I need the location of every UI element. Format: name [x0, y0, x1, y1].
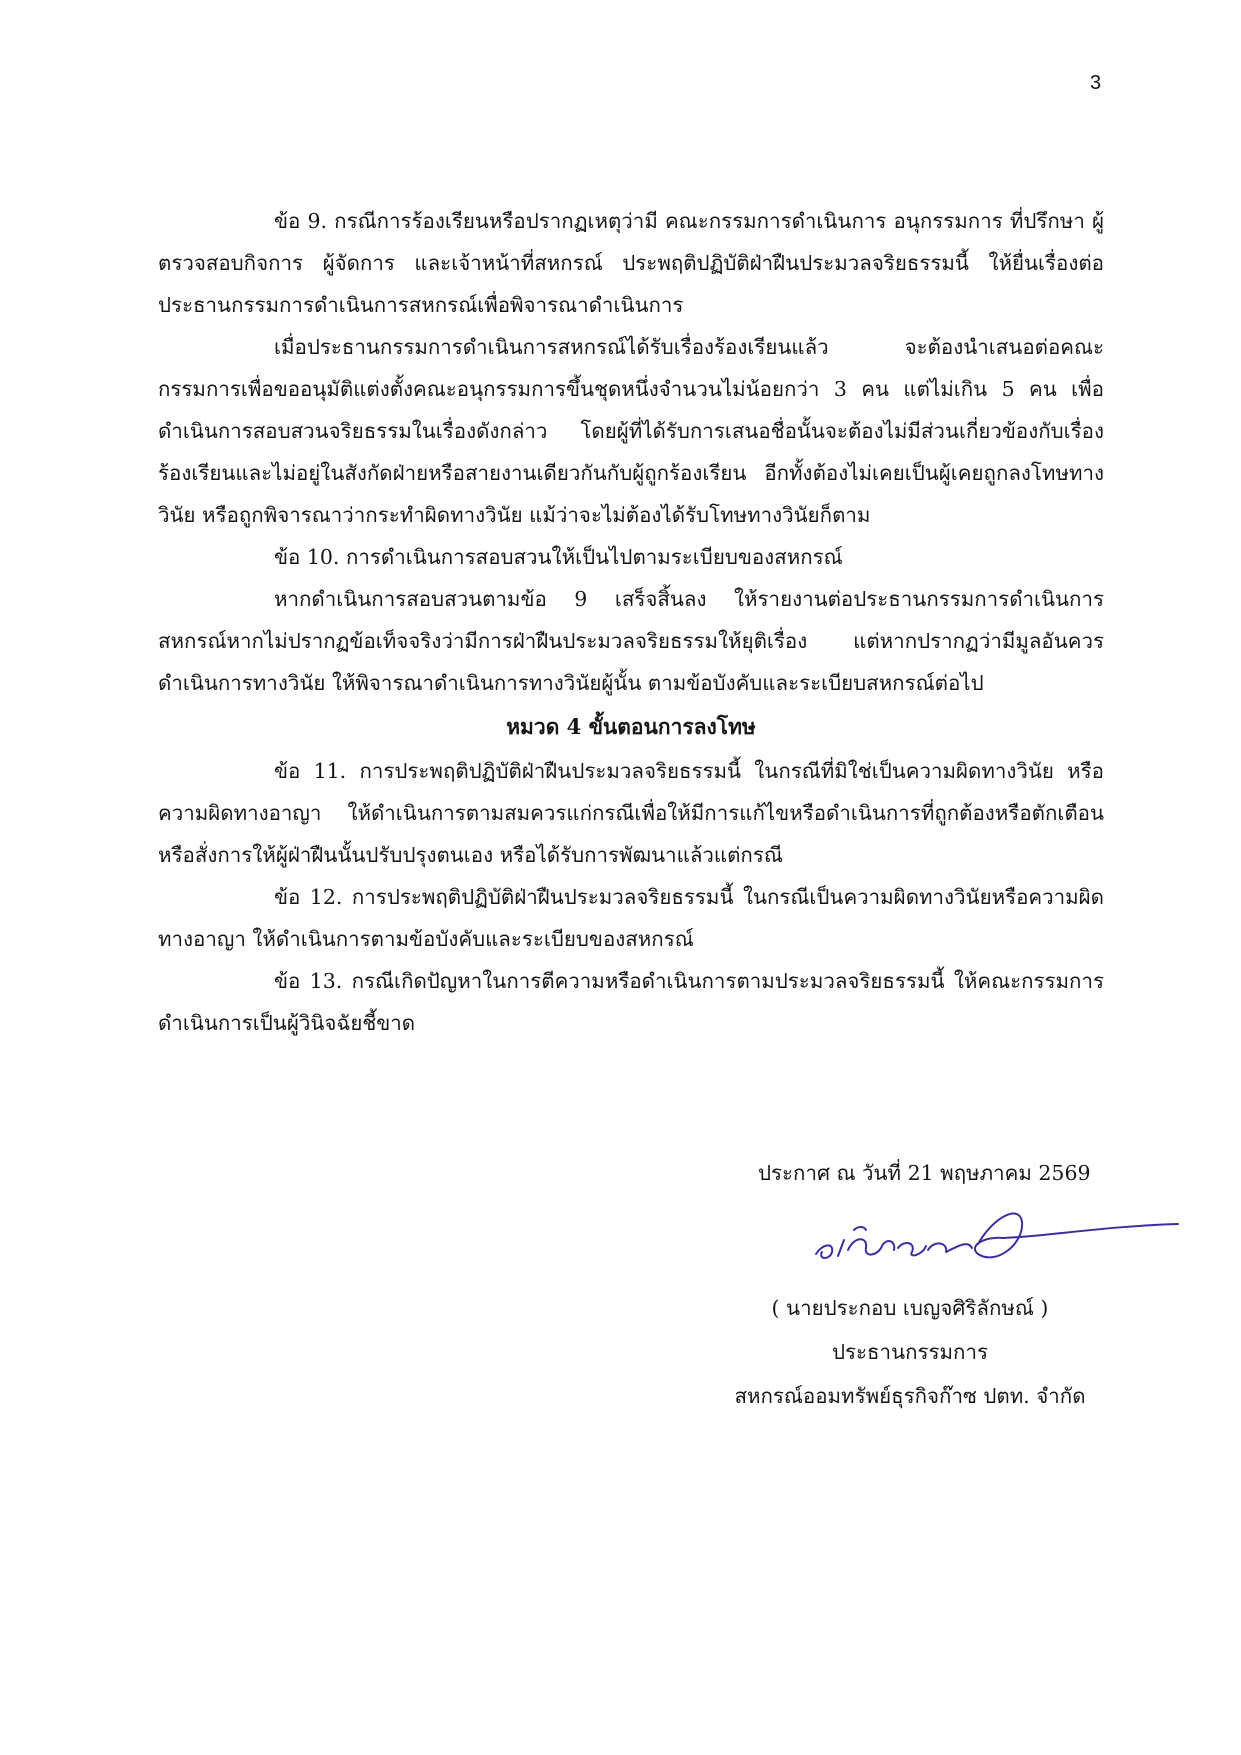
clause-9-paragraph: ข้อ 9. กรณีการร้องเรียนหรือปรากฏเหตุว่ามี คณะกรรมการดำเนินการ อนุกรรมการ ที่ปรึกษา ผู้ตรวจสอบกิจการ ผู้จัดการ และเจ้าหน้าที่สหกรณ์ ประพฤติปฏิบัติฝ่าฝืนประมวลจริยธรรมนี้ ให้ยื่นเรื่องต่อประธานกรรมการดำเนินการสหกรณ์เพื่อพิจารณาดำเนินการ [158, 209, 1104, 317]
signer-organization: สหกรณ์ออมทรัพย์ธุรกิจก๊าซ ปตท. จำกัด [734, 1384, 1086, 1408]
page-number: 3 [1090, 72, 1102, 94]
clause-11-paragraph: ข้อ 11. การประพฤติปฏิบัติฝ่าฝืนประมวลจริยธรรมนี้ ในกรณีที่มิใช่เป็นความผิดทางวินัย หรือความผิดทางอาญา ให้ดำเนินการตามสมควรแก่กรณีเพื่อให้มีการแก้ไขหรือดำเนินการที่ถูกต้องหรือตักเตือนหรือสั่งการให้ผู้ฝ่าฝืนนั้นปรับปรุงตนเอง หรือได้รับการพัฒนาแล้วแต่กรณี [158, 759, 1104, 867]
clause-10-result-paragraph: หากดำเนินการสอบสวนตามข้อ 9 เสร็จสิ้นลง ให้รายงานต่อประธานกรรมการดำเนินการสหกรณ์หากไม่ปรากฏข้อเท็จจริงว่ามีการฝ่าฝืนประมวลจริยธรรมให้ยุติเรื่อง แต่หากปรากฏว่ามีมูลอันควรดำเนินการทางวินัย ให้พิจารณาดำเนินการทางวินัยผู้นั้น ตามข้อบังคับและระเบียบสหกรณ์ต่อไป [158, 587, 1104, 695]
clause-10-paragraph: ข้อ 10. การดำเนินการสอบสวนให้เป็นไปตามระเบียบของสหกรณ์ [274, 545, 843, 569]
signer-name: ( นายประกอบ เบญจศิริลักษณ์ ) [771, 1296, 1049, 1320]
document-body [158, 200, 1104, 1044]
clause-13-paragraph: ข้อ 13. กรณีเกิดปัญหาในการตีความหรือดำเนินการตามประมวลจริยธรรมนี้ ให้คณะกรรมการดำเนินการเป็นผู้วินิจฉัยชี้ขาด [158, 969, 1104, 1035]
clause-12-paragraph: ข้อ 12. การประพฤติปฏิบัติฝ่าฝืนประมวลจริยธรรมนี้ ในกรณีเป็นความผิดทางวินัยหรือความผิดทางอาญา ให้ดำเนินการตามข้อบังคับและระเบียบของสหกรณ์ [158, 885, 1104, 951]
announcement-date: ประกาศ ณ วันที่ 21 พฤษภาคม 2569 [758, 1161, 1091, 1185]
clause-9-procedure-paragraph: เมื่อประธานกรรมการดำเนินการสหกรณ์ได้รับเรื่องร้องเรียนแล้ว จะต้องนำเสนอต่อคณะกรรมการเพื่อขออนุมัติแต่งตั้งคณะอนุกรรมการขึ้นชุดหนึ่งจำนวนไม่น้อยกว่า 3 คน แต่ไม่เกิน 5 คน เพื่อดำเนินการสอบสวนจริยธรรมในเรื่องดังกล่าว โดยผู้ที่ได้รับการเสนอชื่อนั้นจะต้องไม่มีส่วนเกี่ยวข้องกับเรื่องร้องเรียนและไม่อยู่ในสังกัดฝ่ายหรือสายงานเดียวกันกับผู้ถูกร้องเรียน อีกทั้งต้องไม่เคยเป็นผู้เคยถูกลงโทษทางวินัย หรือถูกพิจารณาว่ากระทำผิดทางวินัย แม้ว่าจะไม่ต้องได้รับโทษทางวินัยก็ตาม [158, 335, 1104, 527]
signature [808, 1196, 1180, 1276]
signer-title: ประธานกรรมการ [832, 1340, 988, 1364]
section-heading: หมวด 4 ขั้นตอนการลงโทษ [506, 714, 756, 739]
